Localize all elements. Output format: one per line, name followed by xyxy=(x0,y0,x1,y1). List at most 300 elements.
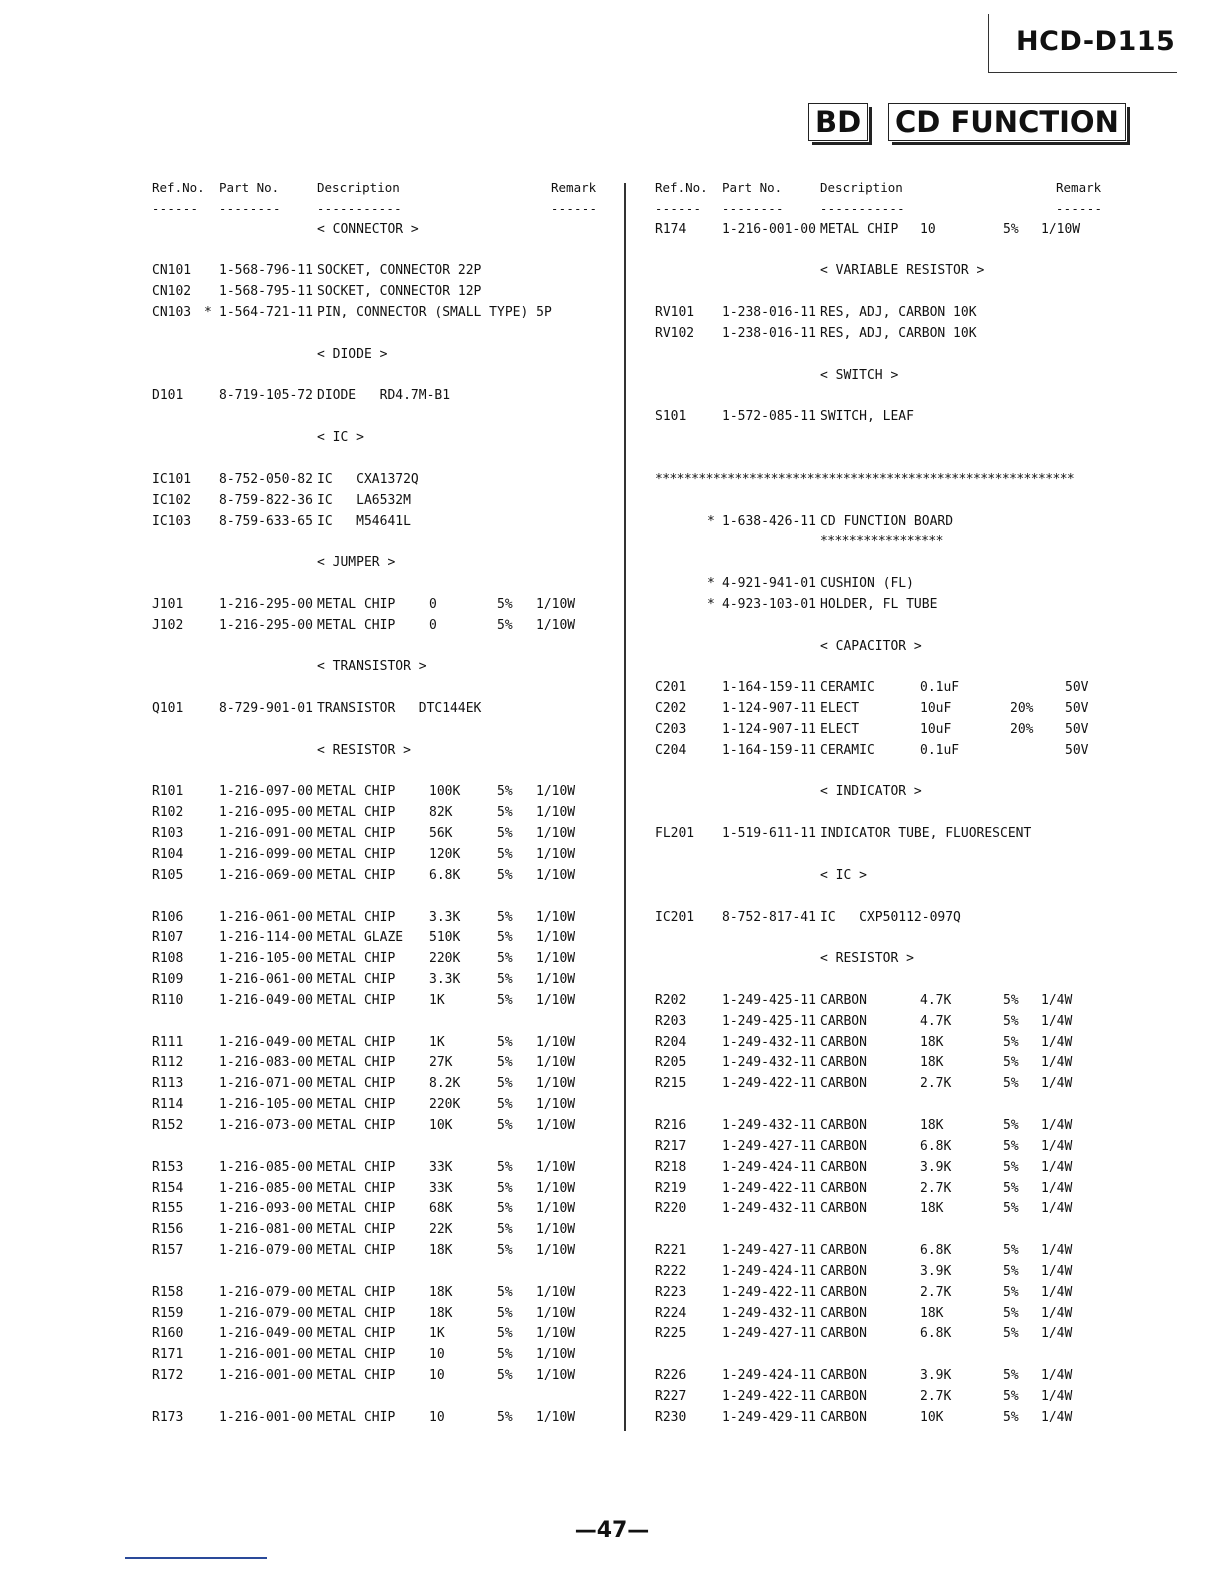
description: METAL CHIP xyxy=(317,1409,396,1425)
ref-no: R215 xyxy=(655,1076,687,1092)
ref-no: R217 xyxy=(655,1138,687,1154)
ref-no: R221 xyxy=(655,1243,687,1259)
value: 8.2K xyxy=(429,1076,461,1092)
ref-no: RV101 xyxy=(655,305,695,321)
part-no: 1-249-422-11 xyxy=(722,1180,816,1196)
new-part-mark: * xyxy=(707,513,715,529)
remark: 1/10W xyxy=(536,596,576,612)
description: CERAMIC xyxy=(820,680,875,696)
description: CUSHION (FL) xyxy=(820,576,914,592)
blank-row xyxy=(655,970,1125,991)
board-underline xyxy=(655,532,1125,553)
ref-no: R216 xyxy=(655,1117,687,1133)
description: CARBON xyxy=(820,1243,867,1259)
table-row xyxy=(655,741,1125,762)
tolerance: 5% xyxy=(1003,1368,1019,1384)
part-no: 1-249-422-11 xyxy=(722,1076,816,1092)
part-no: 1-216-091-00 xyxy=(219,826,313,842)
table-row xyxy=(655,1304,1125,1325)
section-heading xyxy=(152,553,622,574)
tolerance: 5% xyxy=(1003,1388,1019,1404)
table-row xyxy=(152,699,622,720)
description: METAL CHIP xyxy=(317,826,396,842)
value: 1K xyxy=(429,992,445,1008)
description: METAL CHIP xyxy=(820,221,899,237)
ref-no: R109 xyxy=(152,972,184,988)
section-heading xyxy=(655,782,1125,803)
part-no: 1-238-016-11 xyxy=(722,325,816,341)
value: 0 xyxy=(429,617,437,633)
description: METAL CHIP xyxy=(317,784,396,800)
remark: 50V xyxy=(1065,680,1089,696)
dash-ref: ------ xyxy=(655,201,702,216)
tolerance: 5% xyxy=(497,1326,513,1342)
table-row xyxy=(152,1199,622,1220)
part-no: 1-249-432-11 xyxy=(722,1305,816,1321)
blank-row xyxy=(152,366,622,387)
part-no: 8-752-817-41 xyxy=(722,909,816,925)
remark: 1/10W xyxy=(536,1284,576,1300)
ref-no: R103 xyxy=(152,826,184,842)
description: IC M54641L xyxy=(317,513,411,529)
tolerance: 5% xyxy=(1003,1305,1019,1321)
table-row xyxy=(152,949,622,970)
header-remark: Remark xyxy=(551,180,597,195)
part-no: 1-216-099-00 xyxy=(219,847,313,862)
part-no: 1-572-085-11 xyxy=(722,409,816,425)
tolerance: 5% xyxy=(497,992,513,1008)
dash-remark: ------ xyxy=(1056,201,1103,216)
ref-no: R105 xyxy=(152,867,184,883)
blank-row xyxy=(152,324,622,345)
description: METAL CHIP xyxy=(317,1097,396,1113)
description: RES, ADJ, CARBON 10K xyxy=(820,325,977,341)
section-label: < CAPACITOR > xyxy=(820,638,922,654)
part-no: 1-249-427-11 xyxy=(722,1326,816,1342)
tolerance: 5% xyxy=(1003,1117,1019,1133)
ref-no: D101 xyxy=(152,388,184,404)
value: 68K xyxy=(429,1201,453,1217)
table-row xyxy=(655,407,1125,428)
description: SOCKET, CONNECTOR 22P xyxy=(317,263,482,279)
part-no: 1-164-159-11 xyxy=(722,742,816,758)
table-row xyxy=(152,908,622,929)
part-no: 1-238-016-11 xyxy=(722,305,816,321)
table-row xyxy=(152,1220,622,1241)
ref-no: Q101 xyxy=(152,701,184,717)
tolerance: 5% xyxy=(497,1034,513,1050)
section-label: < IC > xyxy=(317,430,364,446)
header-desc: Description xyxy=(820,180,903,195)
value: 10uF xyxy=(920,701,952,717)
description: METAL CHIP xyxy=(317,1368,396,1384)
section-heading xyxy=(655,261,1125,282)
remark: 1/10W xyxy=(536,1201,576,1217)
blank-row xyxy=(152,1012,622,1033)
value: 510K xyxy=(429,930,461,946)
remark: 1/10W xyxy=(536,930,576,946)
table-row xyxy=(655,1012,1125,1033)
tolerance: 5% xyxy=(497,1347,513,1363)
table-row xyxy=(152,491,622,512)
section-label: < SWITCH > xyxy=(820,367,899,383)
value: 4.7K xyxy=(920,992,952,1008)
part-no: 1-249-427-11 xyxy=(722,1138,816,1154)
value: 10 xyxy=(429,1368,445,1384)
table-row xyxy=(152,1074,622,1095)
blank-row xyxy=(152,532,622,553)
dash-part: -------- xyxy=(722,201,784,216)
description: CARBON xyxy=(820,1055,867,1071)
tolerance: 5% xyxy=(497,617,513,633)
tolerance: 5% xyxy=(1003,1013,1019,1029)
remark: 1/4W xyxy=(1041,1180,1073,1196)
blank-row xyxy=(655,553,1125,574)
ref-no: S101 xyxy=(655,409,687,425)
section-heading xyxy=(152,657,622,678)
table-row xyxy=(152,512,622,533)
remark: 1/4W xyxy=(1041,1055,1073,1071)
table-row xyxy=(655,324,1125,345)
table-row xyxy=(152,1095,622,1116)
table-row xyxy=(655,303,1125,324)
remark: 1/10W xyxy=(536,1117,576,1133)
value: 56K xyxy=(429,826,453,842)
blank-row xyxy=(655,845,1125,866)
tolerance: 5% xyxy=(497,1368,513,1384)
tolerance: 5% xyxy=(497,847,513,862)
value: 10K xyxy=(920,1409,944,1425)
tolerance: 5% xyxy=(1003,1326,1019,1342)
table-row xyxy=(655,1116,1125,1137)
remark: 1/10W xyxy=(536,826,576,842)
part-no: 8-729-901-01 xyxy=(219,701,313,717)
description: METAL CHIP xyxy=(317,805,396,821)
tolerance: 5% xyxy=(1003,221,1019,237)
tolerance: 5% xyxy=(497,1076,513,1092)
table-row xyxy=(655,720,1125,741)
ref-no: R110 xyxy=(152,992,184,1008)
description: CARBON xyxy=(820,1034,867,1050)
tolerance: 5% xyxy=(497,1097,513,1113)
description: METAL CHIP xyxy=(317,847,396,862)
remark: 1/10W xyxy=(536,805,576,821)
value: 27K xyxy=(429,1055,453,1071)
table-row xyxy=(152,1116,622,1137)
ref-no: FL201 xyxy=(655,826,695,842)
remark: 1/4W xyxy=(1041,1243,1073,1259)
parts-list-right xyxy=(655,220,1125,1429)
table-row xyxy=(655,1366,1125,1387)
table-row xyxy=(655,1179,1125,1200)
part-no: 1-519-611-11 xyxy=(722,826,816,842)
part-no: 1-124-907-11 xyxy=(722,701,816,717)
description: CARBON xyxy=(820,1284,867,1300)
table-row xyxy=(152,1053,622,1074)
value: 18K xyxy=(920,1117,944,1133)
part-no: 1-216-295-00 xyxy=(219,617,313,633)
value: 33K xyxy=(429,1159,453,1175)
tolerance: 5% xyxy=(1003,1055,1019,1071)
value: 2.7K xyxy=(920,1284,952,1300)
table-row xyxy=(655,1241,1125,1262)
ref-no: R202 xyxy=(655,992,687,1008)
remark: 1/10W xyxy=(536,617,576,633)
ref-no: R222 xyxy=(655,1263,687,1279)
part-no: 1-216-085-00 xyxy=(219,1180,313,1196)
remark: 1/4W xyxy=(1041,1305,1073,1321)
description: IC CXA1372Q xyxy=(317,471,419,487)
description: CARBON xyxy=(820,1409,867,1425)
description: METAL CHIP xyxy=(317,867,396,883)
description: METAL CHIP xyxy=(317,1347,396,1363)
part-no: 1-216-049-00 xyxy=(219,1034,313,1050)
table-row xyxy=(152,1408,622,1429)
header-part: Part No. xyxy=(722,180,783,195)
value: 2.7K xyxy=(920,1076,952,1092)
description: CARBON xyxy=(820,1013,867,1029)
part-no: 1-568-795-11 xyxy=(219,284,313,300)
value: 220K xyxy=(429,951,461,967)
tolerance: 5% xyxy=(497,805,513,821)
ref-no: R104 xyxy=(152,847,184,862)
table-row xyxy=(152,1241,622,1262)
section-label: < VARIABLE RESISTOR > xyxy=(820,263,985,279)
dash-part: -------- xyxy=(219,201,281,216)
part-no: 8-759-633-65 xyxy=(219,513,313,529)
tolerance: 5% xyxy=(497,1201,513,1217)
part-no: 1-638-426-11 xyxy=(722,513,816,529)
separator-text: ********************************************************** xyxy=(655,471,1075,487)
table-row xyxy=(655,1283,1125,1304)
table-row xyxy=(655,1199,1125,1220)
table-row xyxy=(152,1304,622,1325)
value: 1K xyxy=(429,1034,445,1050)
table-row xyxy=(655,1324,1125,1345)
ref-no: R219 xyxy=(655,1180,687,1196)
description: METAL CHIP xyxy=(317,1117,396,1133)
part-no: 1-216-049-00 xyxy=(219,992,313,1008)
description: METAL CHIP xyxy=(317,1305,396,1321)
new-part-mark: * xyxy=(707,576,715,592)
new-part-mark: * xyxy=(707,596,715,612)
table-row xyxy=(152,1283,622,1304)
value: 6.8K xyxy=(920,1138,952,1154)
table-row xyxy=(655,699,1125,720)
section-label: < DIODE > xyxy=(317,346,388,362)
separator-stars xyxy=(655,470,1125,491)
table-row xyxy=(655,1158,1125,1179)
value: 3.9K xyxy=(920,1263,952,1279)
part-no: 1-216-061-00 xyxy=(219,972,313,988)
part-no: 1-124-907-11 xyxy=(722,721,816,737)
section-heading xyxy=(655,637,1125,658)
ref-no: R160 xyxy=(152,1326,184,1342)
description: METAL CHIP xyxy=(317,951,396,967)
blank-row xyxy=(655,282,1125,303)
header-ref: Ref.No. xyxy=(152,180,205,195)
tolerance: 5% xyxy=(497,909,513,925)
table-row xyxy=(655,678,1125,699)
remark: 1/4W xyxy=(1041,992,1073,1008)
section-label: < JUMPER > xyxy=(317,555,396,571)
remark: 1/4W xyxy=(1041,1013,1073,1029)
ref-no: CN101 xyxy=(152,263,192,279)
value: 2.7K xyxy=(920,1180,952,1196)
ref-no: R224 xyxy=(655,1305,687,1321)
remark: 1/10W xyxy=(536,784,576,800)
ref-no: R111 xyxy=(152,1034,184,1050)
blank-row xyxy=(655,241,1125,262)
section-label: < INDICATOR > xyxy=(820,784,922,800)
ref-no: C204 xyxy=(655,742,687,758)
part-no: 1-216-061-00 xyxy=(219,909,313,925)
description: CARBON xyxy=(820,1388,867,1404)
part-no: 1-249-424-11 xyxy=(722,1159,816,1175)
value: 120K xyxy=(429,847,461,862)
tolerance: 5% xyxy=(497,972,513,988)
value: 18K xyxy=(429,1284,453,1300)
value: 2.7K xyxy=(920,1388,952,1404)
ref-no: R171 xyxy=(152,1347,184,1363)
blank-row xyxy=(152,762,622,783)
value: 10K xyxy=(429,1117,453,1133)
blank-row xyxy=(655,616,1125,637)
blank-row xyxy=(655,928,1125,949)
ref-no: R106 xyxy=(152,909,184,925)
blank-row xyxy=(655,803,1125,824)
remark: 1/10W xyxy=(536,867,576,883)
blank-row xyxy=(152,449,622,470)
blank-row xyxy=(655,1345,1125,1366)
tolerance: 5% xyxy=(497,826,513,842)
ref-no: RV102 xyxy=(655,325,695,341)
tolerance: 5% xyxy=(497,1409,513,1425)
blank-row xyxy=(152,1137,622,1158)
table-row xyxy=(152,970,622,991)
column-divider xyxy=(624,183,626,1431)
part-no: 1-216-049-00 xyxy=(219,1326,313,1342)
tolerance: 5% xyxy=(1003,1284,1019,1300)
remark: 1/10W xyxy=(536,1347,576,1363)
board-tag: BD xyxy=(808,103,868,141)
value: 22K xyxy=(429,1222,453,1238)
part-no: 1-249-424-11 xyxy=(722,1368,816,1384)
remark: 1/4W xyxy=(1041,1138,1073,1154)
description: METAL CHIP xyxy=(317,1284,396,1300)
ref-no: R220 xyxy=(655,1201,687,1217)
part-no: 1-249-425-11 xyxy=(722,1013,816,1029)
part-no: 1-249-429-11 xyxy=(722,1409,816,1425)
blank-row xyxy=(655,345,1125,366)
description: SWITCH, LEAF xyxy=(820,409,914,425)
table-row xyxy=(152,824,622,845)
value: 18K xyxy=(920,1034,944,1050)
part-no: 1-249-432-11 xyxy=(722,1201,816,1217)
tolerance: 5% xyxy=(497,1284,513,1300)
table-row xyxy=(655,991,1125,1012)
ref-no: R107 xyxy=(152,930,184,946)
table-row xyxy=(655,1408,1125,1429)
value: 100K xyxy=(429,784,461,800)
tolerance: 5% xyxy=(497,1222,513,1238)
part-no: 1-216-073-00 xyxy=(219,1117,313,1133)
parts-column-left xyxy=(152,178,622,1429)
ref-no: R102 xyxy=(152,805,184,821)
ref-no: IC101 xyxy=(152,471,192,487)
description: CERAMIC xyxy=(820,742,875,758)
remark: 1/4W xyxy=(1041,1076,1073,1092)
description: CARBON xyxy=(820,1305,867,1321)
value: 18K xyxy=(429,1243,453,1259)
value: 220K xyxy=(429,1097,461,1113)
blank-row xyxy=(152,1387,622,1408)
part-no: 1-249-432-11 xyxy=(722,1034,816,1050)
description: METAL CHIP xyxy=(317,1055,396,1071)
blank-row xyxy=(152,637,622,658)
table-row xyxy=(152,386,622,407)
remark: 1/10W xyxy=(536,909,576,925)
remark: 1/10W xyxy=(536,1222,576,1238)
description: METAL CHIP xyxy=(317,1034,396,1050)
remark: 1/4W xyxy=(1041,1326,1073,1342)
value: 0 xyxy=(429,596,437,612)
tolerance: 20% xyxy=(1010,721,1034,737)
remark: 1/4W xyxy=(1041,1368,1073,1384)
remark: 1/4W xyxy=(1041,1284,1073,1300)
dash-desc: ----------- xyxy=(317,201,402,216)
dash-ref: ------ xyxy=(152,201,199,216)
ref-no: R204 xyxy=(655,1034,687,1050)
table-row xyxy=(655,595,1125,616)
table-row xyxy=(152,1179,622,1200)
part-no: 1-249-427-11 xyxy=(722,1243,816,1259)
table-row xyxy=(152,782,622,803)
description: METAL CHIP xyxy=(317,596,396,612)
part-no: 1-249-424-11 xyxy=(722,1263,816,1279)
description: METAL CHIP xyxy=(317,1326,396,1342)
value: 0.1uF xyxy=(920,742,960,758)
part-no: 1-249-432-11 xyxy=(722,1117,816,1133)
table-row xyxy=(152,261,622,282)
section-heading xyxy=(152,345,622,366)
section-heading xyxy=(655,866,1125,887)
part-no: 1-249-422-11 xyxy=(722,1388,816,1404)
description: CARBON xyxy=(820,1180,867,1196)
value: 18K xyxy=(920,1201,944,1217)
description: METAL CHIP xyxy=(317,992,396,1008)
remark: 1/10W xyxy=(1041,221,1081,237)
part-no: 1-249-422-11 xyxy=(722,1284,816,1300)
remark: 1/4W xyxy=(1041,1034,1073,1050)
remark: 1/10W xyxy=(536,1180,576,1196)
part-no: 8-752-050-82 xyxy=(219,471,313,487)
description: ELECT xyxy=(820,701,860,717)
tolerance: 20% xyxy=(1010,701,1034,717)
ref-no: R108 xyxy=(152,951,184,967)
section-label: < RESISTOR > xyxy=(820,951,914,967)
description: PIN, CONNECTOR (SMALL TYPE) 5P xyxy=(317,305,552,321)
description: METAL CHIP xyxy=(317,1159,396,1175)
description: CARBON xyxy=(820,992,867,1008)
blank-row xyxy=(655,1220,1125,1241)
ref-no: IC102 xyxy=(152,492,192,508)
remark: 1/10W xyxy=(536,972,576,988)
part-no: 1-216-079-00 xyxy=(219,1305,313,1321)
description: RES, ADJ, CARBON 10K xyxy=(820,305,977,321)
table-row xyxy=(152,303,622,324)
remark: 1/4W xyxy=(1041,1117,1073,1133)
